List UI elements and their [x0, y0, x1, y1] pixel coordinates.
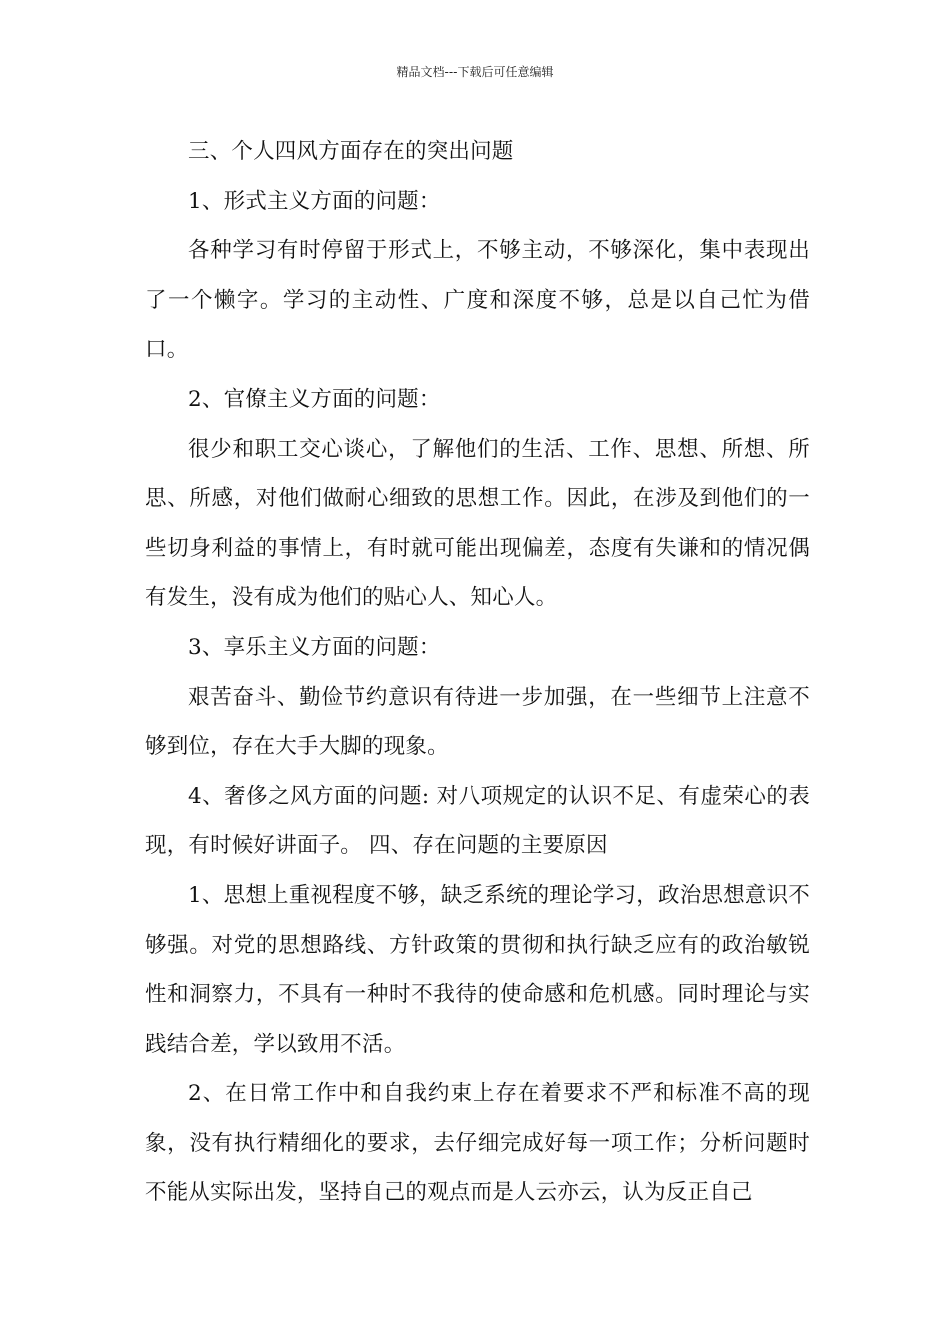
subheading-bureaucratism: 2、官僚主义方面的问题：	[188, 386, 441, 412]
paragraph-hedonism: 艰苦奋斗、勤俭节约意识有待进一步加强，在一些细节上注意不够到位，存在大手大脚的现象。	[145, 684, 810, 760]
subheading-formalism: 1、形式主义方面的问题：	[188, 188, 441, 214]
page-header: 精品文档---下载后可任意编辑	[396, 65, 554, 79]
paragraph-cause-2: 2、在日常工作中和自我约束上存在着要求不严和标准不高的现象，没有执行精细化的要求，去仔细完成好每一项工作；分析问题时不能从实际出发，坚持自己的观点而是人云亦云，认为反正自己	[145, 1081, 810, 1206]
document-body	[145, 127, 810, 1218]
paragraph-bureaucratism: 很少和职工交心谈心，了解他们的生活、工作、思想、所想、所思、所感，对他们做耐心细致的思想工作。因此，在涉及到他们的一些切身利益的事情上，有时就可能出现偏差，态度有失谦和的情况偶有发生，没有成为他们的贴心人、知心人。	[145, 436, 810, 611]
subheading-hedonism: 3、享乐主义方面的问题：	[188, 634, 441, 660]
section-heading-problems: 三、个人四风方面存在的突出问题	[188, 139, 514, 164]
paragraph-extravagance: 4、奢侈之风方面的问题: 对八项规定的认识不足、有虚荣心的表现，有时候好讲面子。 四、存在问题的主要原因	[145, 783, 810, 859]
paragraph-cause-1: 1、思想上重视程度不够，缺乏系统的理论学习，政治思想意识不够强。对党的思想路线、方针政策的贯彻和执行缺乏应有的政治敏锐性和洞察力，不具有一种时不我待的使命感和危机感。同时理论与实践结合差，学以致用不活。	[145, 882, 810, 1057]
paragraph-formalism: 各种学习有时停留于形式上，不够主动，不够深化，集中表现出了一个懒字。学习的主动性、广度和深度不够，总是以自己忙为借口。	[145, 238, 810, 363]
